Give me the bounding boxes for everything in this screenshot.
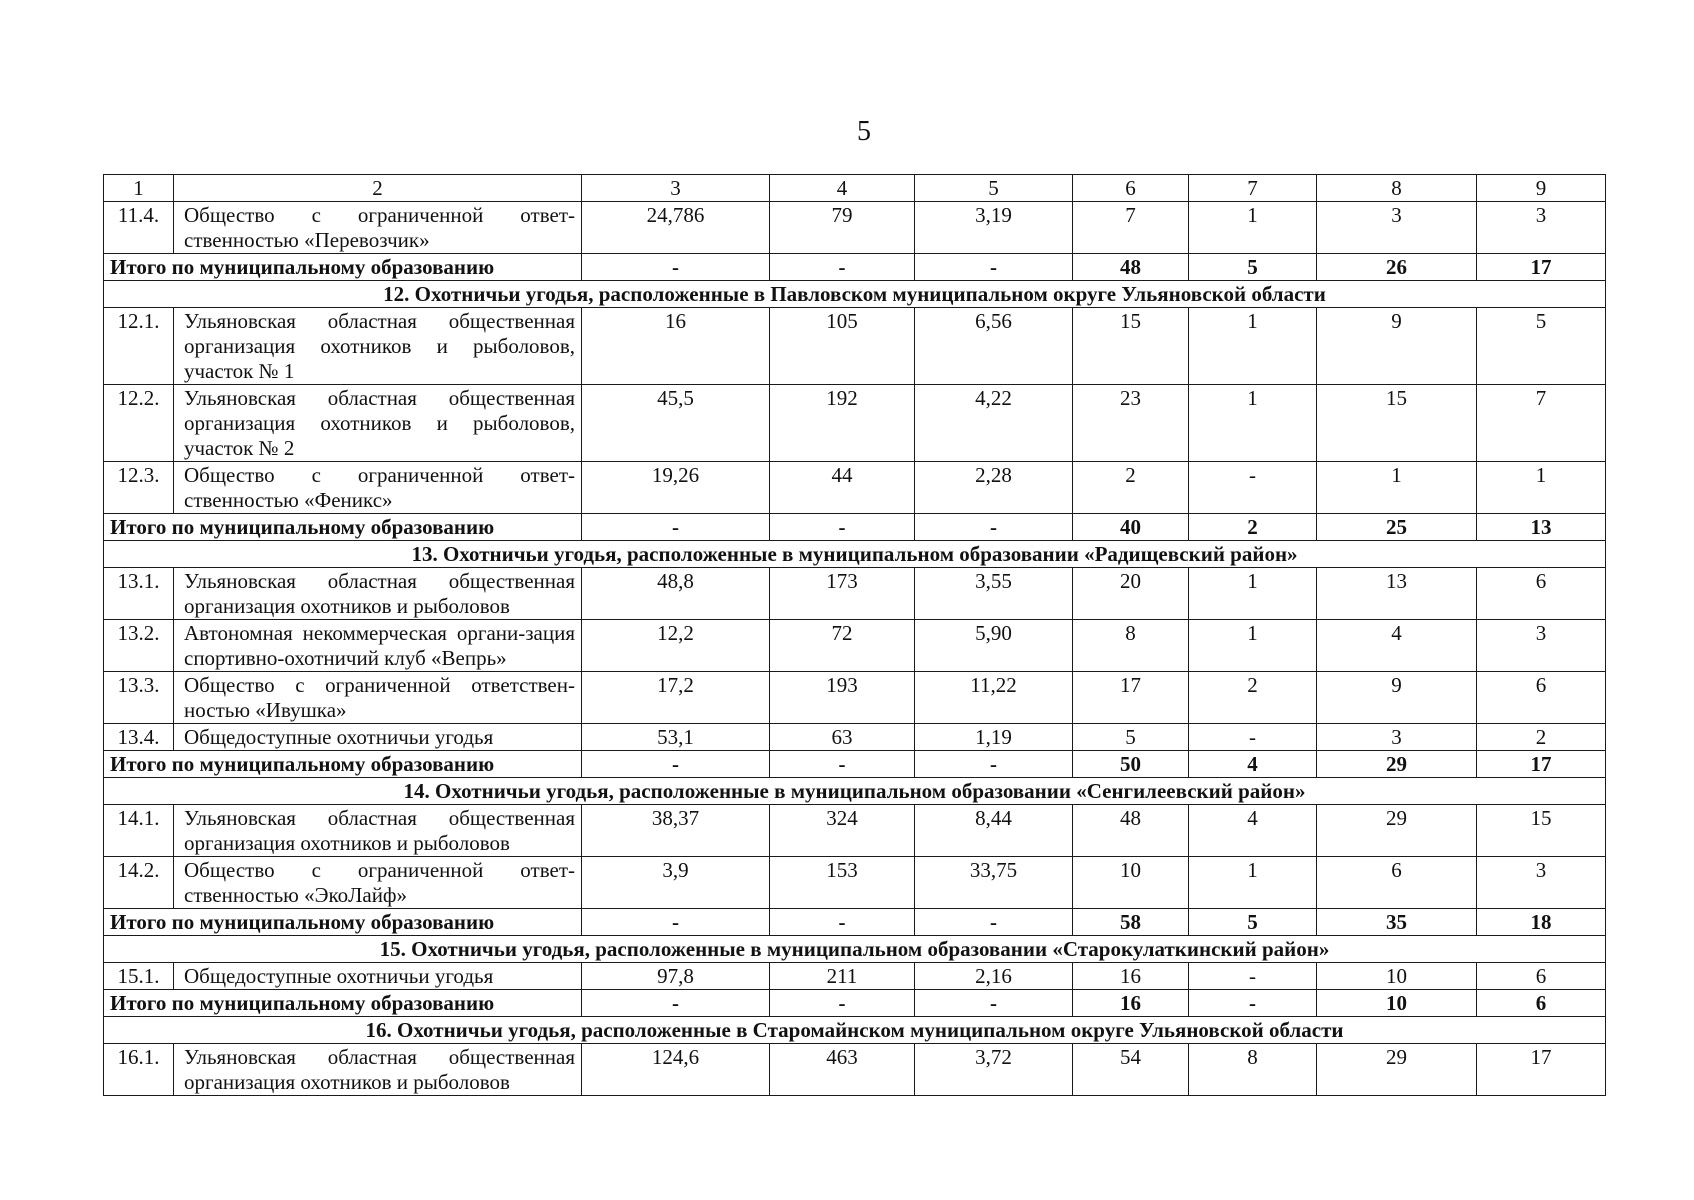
total-row xyxy=(104,990,1606,1017)
value-cell-c9: 17 xyxy=(1477,1044,1606,1096)
section-title: 12. Охотничьи угодья, расположенные в Павловском муниципальном округе Ульяновской области xyxy=(104,281,1606,308)
value-cell-c7: 1 xyxy=(1189,857,1317,909)
value-cell-c6: 20 xyxy=(1073,568,1189,620)
value-cell-c4: 79 xyxy=(770,202,915,254)
value-cell-c3: 12,2 xyxy=(582,620,770,672)
column-number-cell: 1 xyxy=(104,175,174,202)
total-label: Итого по муниципальному образованию xyxy=(104,514,582,541)
total-value-c5: - xyxy=(915,254,1073,281)
value-cell-c5: 4,22 xyxy=(915,385,1073,462)
total-value-c3: - xyxy=(582,751,770,778)
total-value-c7: 5 xyxy=(1189,254,1317,281)
row-index: 16.1. xyxy=(104,1044,174,1096)
value-cell-c6: 48 xyxy=(1073,805,1189,857)
table-body xyxy=(104,175,1606,1096)
total-value-c6: 40 xyxy=(1073,514,1189,541)
total-value-c5: - xyxy=(915,990,1073,1017)
value-cell-c8: 3 xyxy=(1317,202,1477,254)
value-cell-c6: 16 xyxy=(1073,963,1189,990)
value-cell-c5: 6,56 xyxy=(915,308,1073,385)
value-cell-c4: 173 xyxy=(770,568,915,620)
value-cell-c8: 15 xyxy=(1317,385,1477,462)
organization-name: Ульяновская областная общественная организация охотников и рыболовов xyxy=(174,1044,582,1096)
column-number-cell: 5 xyxy=(915,175,1073,202)
value-cell-c7: 1 xyxy=(1189,568,1317,620)
column-number-cell: 7 xyxy=(1189,175,1317,202)
value-cell-c9: 3 xyxy=(1477,857,1606,909)
total-value-c6: 16 xyxy=(1073,990,1189,1017)
total-value-c7: 4 xyxy=(1189,751,1317,778)
total-value-c4: - xyxy=(770,751,915,778)
value-cell-c6: 17 xyxy=(1073,672,1189,724)
value-cell-c8: 29 xyxy=(1317,805,1477,857)
row-index: 12.2. xyxy=(104,385,174,462)
value-cell-c3: 38,37 xyxy=(582,805,770,857)
total-value-c9: 17 xyxy=(1477,254,1606,281)
value-cell-c5: 3,72 xyxy=(915,1044,1073,1096)
value-cell-c8: 9 xyxy=(1317,672,1477,724)
total-row xyxy=(104,514,1606,541)
value-cell-c3: 97,8 xyxy=(582,963,770,990)
total-value-c7: 2 xyxy=(1189,514,1317,541)
total-label: Итого по муниципальному образованию xyxy=(104,909,582,936)
value-cell-c6: 54 xyxy=(1073,1044,1189,1096)
value-cell-c8: 10 xyxy=(1317,963,1477,990)
column-number-cell: 8 xyxy=(1317,175,1477,202)
total-value-c8: 10 xyxy=(1317,990,1477,1017)
row-index: 14.1. xyxy=(104,805,174,857)
value-cell-c4: 72 xyxy=(770,620,915,672)
value-cell-c3: 16 xyxy=(582,308,770,385)
value-cell-c3: 48,8 xyxy=(582,568,770,620)
total-value-c4: - xyxy=(770,909,915,936)
total-value-c9: 13 xyxy=(1477,514,1606,541)
value-cell-c7: 1 xyxy=(1189,620,1317,672)
organization-name: Автономная некоммерческая органи-зация спортивно-охотничий клуб «Вепрь» xyxy=(174,620,582,672)
organization-name: Общество с ограниченной ответ-ственностью «ЭкоЛайф» xyxy=(174,857,582,909)
value-cell-c7: - xyxy=(1189,963,1317,990)
value-cell-c5: 3,19 xyxy=(915,202,1073,254)
value-cell-c8: 1 xyxy=(1317,462,1477,514)
organization-name: Ульяновская областная общественная организация охотников и рыболовов xyxy=(174,805,582,857)
value-cell-c3: 45,5 xyxy=(582,385,770,462)
value-cell-c5: 2,16 xyxy=(915,963,1073,990)
table-row xyxy=(104,724,1606,751)
value-cell-c4: 153 xyxy=(770,857,915,909)
table-row xyxy=(104,963,1606,990)
value-cell-c4: 105 xyxy=(770,308,915,385)
total-label: Итого по муниципальному образованию xyxy=(104,751,582,778)
column-number-cell: 4 xyxy=(770,175,915,202)
value-cell-c5: 8,44 xyxy=(915,805,1073,857)
value-cell-c4: 463 xyxy=(770,1044,915,1096)
section-title: 15. Охотничьи угодья, расположенные в муниципальном образовании «Старокулаткинский район» xyxy=(104,936,1606,963)
total-value-c8: 35 xyxy=(1317,909,1477,936)
total-value-c6: 48 xyxy=(1073,254,1189,281)
value-cell-c9: 3 xyxy=(1477,620,1606,672)
total-value-c6: 50 xyxy=(1073,751,1189,778)
value-cell-c9: 6 xyxy=(1477,963,1606,990)
table-row xyxy=(104,620,1606,672)
value-cell-c4: 324 xyxy=(770,805,915,857)
section-heading-row xyxy=(104,1017,1606,1044)
table-row xyxy=(104,672,1606,724)
section-heading-row xyxy=(104,541,1606,568)
total-value-c3: - xyxy=(582,990,770,1017)
value-cell-c7: 8 xyxy=(1189,1044,1317,1096)
value-cell-c8: 4 xyxy=(1317,620,1477,672)
organization-name: Ульяновская областная общественная организация охотников и рыболовов, участок № 1 xyxy=(174,308,582,385)
value-cell-c6: 15 xyxy=(1073,308,1189,385)
total-row xyxy=(104,909,1606,936)
section-title: 14. Охотничьи угодья, расположенные в муниципальном образовании «Сенгилеевский район» xyxy=(104,778,1606,805)
organization-name: Ульяновская областная общественная организация охотников и рыболовов, участок № 2 xyxy=(174,385,582,462)
organization-name: Общество с ограниченной ответствен-ностью «Ивушка» xyxy=(174,672,582,724)
table-row xyxy=(104,202,1606,254)
total-value-c9: 6 xyxy=(1477,990,1606,1017)
value-cell-c6: 5 xyxy=(1073,724,1189,751)
total-value-c3: - xyxy=(582,909,770,936)
table-row xyxy=(104,462,1606,514)
value-cell-c8: 6 xyxy=(1317,857,1477,909)
table-row xyxy=(104,568,1606,620)
value-cell-c9: 15 xyxy=(1477,805,1606,857)
total-label: Итого по муниципальному образованию xyxy=(104,254,582,281)
table-row xyxy=(104,805,1606,857)
organization-name: Общество с ограниченной ответ-ственностью «Перевозчик» xyxy=(174,202,582,254)
value-cell-c9: 7 xyxy=(1477,385,1606,462)
value-cell-c5: 5,90 xyxy=(915,620,1073,672)
total-value-c4: - xyxy=(770,254,915,281)
column-number-row xyxy=(104,175,1606,202)
value-cell-c3: 3,9 xyxy=(582,857,770,909)
value-cell-c9: 1 xyxy=(1477,462,1606,514)
hunting-grounds-table xyxy=(103,174,1606,1096)
value-cell-c9: 2 xyxy=(1477,724,1606,751)
value-cell-c5: 33,75 xyxy=(915,857,1073,909)
row-index: 13.4. xyxy=(104,724,174,751)
row-index: 13.3. xyxy=(104,672,174,724)
value-cell-c5: 2,28 xyxy=(915,462,1073,514)
value-cell-c3: 24,786 xyxy=(582,202,770,254)
value-cell-c6: 7 xyxy=(1073,202,1189,254)
page-number: 5 xyxy=(857,116,871,147)
total-value-c5: - xyxy=(915,751,1073,778)
value-cell-c5: 11,22 xyxy=(915,672,1073,724)
section-heading-row xyxy=(104,778,1606,805)
value-cell-c6: 23 xyxy=(1073,385,1189,462)
organization-name: Общедоступные охотничьи угодья xyxy=(174,963,582,990)
value-cell-c4: 44 xyxy=(770,462,915,514)
organization-name: Общедоступные охотничьи угодья xyxy=(174,724,582,751)
total-value-c5: - xyxy=(915,514,1073,541)
value-cell-c6: 10 xyxy=(1073,857,1189,909)
table-row xyxy=(104,1044,1606,1096)
column-number-cell: 6 xyxy=(1073,175,1189,202)
section-heading-row xyxy=(104,936,1606,963)
value-cell-c7: - xyxy=(1189,724,1317,751)
table-row xyxy=(104,385,1606,462)
total-value-c9: 18 xyxy=(1477,909,1606,936)
organization-name: Общество с ограниченной ответ-ственностью «Феникс» xyxy=(174,462,582,514)
section-heading-row xyxy=(104,281,1606,308)
value-cell-c7: 2 xyxy=(1189,672,1317,724)
total-value-c3: - xyxy=(582,254,770,281)
section-title: 13. Охотничьи угодья, расположенные в муниципальном образовании «Радищевский район» xyxy=(104,541,1606,568)
value-cell-c3: 19,26 xyxy=(582,462,770,514)
total-value-c8: 26 xyxy=(1317,254,1477,281)
value-cell-c9: 6 xyxy=(1477,568,1606,620)
value-cell-c5: 1,19 xyxy=(915,724,1073,751)
value-cell-c7: - xyxy=(1189,462,1317,514)
value-cell-c3: 53,1 xyxy=(582,724,770,751)
total-value-c7: - xyxy=(1189,990,1317,1017)
value-cell-c3: 124,6 xyxy=(582,1044,770,1096)
total-value-c4: - xyxy=(770,990,915,1017)
value-cell-c6: 2 xyxy=(1073,462,1189,514)
row-index: 12.3. xyxy=(104,462,174,514)
row-index: 12.1. xyxy=(104,308,174,385)
column-number-cell: 2 xyxy=(174,175,582,202)
value-cell-c8: 3 xyxy=(1317,724,1477,751)
total-value-c4: - xyxy=(770,514,915,541)
value-cell-c3: 17,2 xyxy=(582,672,770,724)
value-cell-c4: 211 xyxy=(770,963,915,990)
table-row xyxy=(104,857,1606,909)
total-value-c7: 5 xyxy=(1189,909,1317,936)
total-value-c5: - xyxy=(915,909,1073,936)
value-cell-c9: 5 xyxy=(1477,308,1606,385)
row-index: 13.2. xyxy=(104,620,174,672)
value-cell-c4: 192 xyxy=(770,385,915,462)
value-cell-c8: 13 xyxy=(1317,568,1477,620)
total-value-c6: 58 xyxy=(1073,909,1189,936)
total-value-c8: 25 xyxy=(1317,514,1477,541)
organization-name: Ульяновская областная общественная организация охотников и рыболовов xyxy=(174,568,582,620)
total-row xyxy=(104,751,1606,778)
value-cell-c7: 4 xyxy=(1189,805,1317,857)
total-value-c9: 17 xyxy=(1477,751,1606,778)
column-number-cell: 3 xyxy=(582,175,770,202)
value-cell-c7: 1 xyxy=(1189,308,1317,385)
value-cell-c5: 3,55 xyxy=(915,568,1073,620)
row-index: 14.2. xyxy=(104,857,174,909)
value-cell-c7: 1 xyxy=(1189,385,1317,462)
total-value-c8: 29 xyxy=(1317,751,1477,778)
row-index: 11.4. xyxy=(104,202,174,254)
table-row xyxy=(104,308,1606,385)
total-row xyxy=(104,254,1606,281)
total-label: Итого по муниципальному образованию xyxy=(104,990,582,1017)
value-cell-c7: 1 xyxy=(1189,202,1317,254)
value-cell-c6: 8 xyxy=(1073,620,1189,672)
value-cell-c9: 6 xyxy=(1477,672,1606,724)
value-cell-c4: 193 xyxy=(770,672,915,724)
row-index: 13.1. xyxy=(104,568,174,620)
row-index: 15.1. xyxy=(104,963,174,990)
value-cell-c8: 29 xyxy=(1317,1044,1477,1096)
total-value-c3: - xyxy=(582,514,770,541)
value-cell-c4: 63 xyxy=(770,724,915,751)
column-number-cell: 9 xyxy=(1477,175,1606,202)
section-title: 16. Охотничьи угодья, расположенные в Старомайнском муниципальном округе Ульяновской области xyxy=(104,1017,1606,1044)
value-cell-c9: 3 xyxy=(1477,202,1606,254)
value-cell-c8: 9 xyxy=(1317,308,1477,385)
